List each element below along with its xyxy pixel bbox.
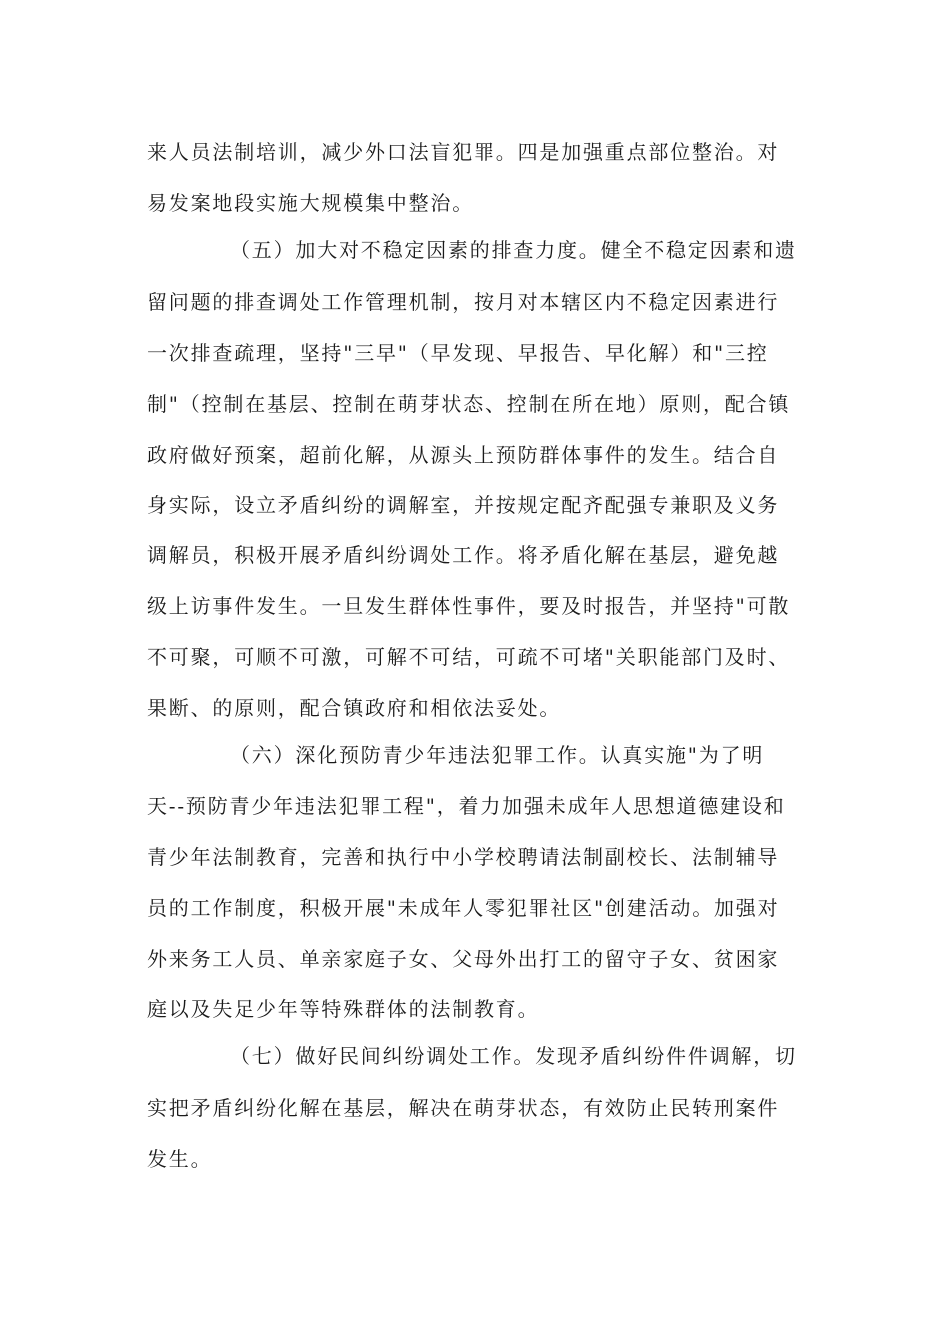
text-line: 青少年法制教育，完善和执行中小学校聘请法制副校长、法制辅导 <box>147 845 780 869</box>
section-heading-line: （六）深化预防青少年违法犯罪工作。认真实施"为了明 <box>230 743 765 767</box>
text-line: 天--预防青少年违法犯罪工程"，着力加强未成年人思想道德建设和 <box>147 794 786 818</box>
text-line: 留问题的排查调处工作管理机制，按月对本辖区内不稳定因素进行 <box>147 290 780 314</box>
text-line: 员的工作制度，积极开展"未成年人零犯罪社区"创建活动。加强对 <box>147 896 780 920</box>
text-line: 发生。 <box>147 1147 213 1171</box>
text-line: 果断、的原则，配合镇政府和相依法妥处。 <box>147 696 562 720</box>
text-line: 身实际，设立矛盾纠纷的调解室，并按规定配齐配强专兼职及义务 <box>147 493 780 517</box>
text-line: 实把矛盾纠纷化解在基层，解决在萌芽状态，有效防止民转刑案件 <box>147 1096 780 1120</box>
text-line: 易发案地段实施大规模集中整治。 <box>147 191 474 215</box>
text-line: 来人员法制培训，减少外口法盲犯罪。四是加强重点部位整治。对 <box>147 140 780 164</box>
text-line: 政府做好预案，超前化解，从源头上预防群体事件的发生。结合自 <box>147 443 780 467</box>
text-line: 一次排查疏理，坚持"三早"（早发现、早报告、早化解）和"三控 <box>147 341 769 365</box>
text-line: 调解员，积极开展矛盾纠纷调处工作。将矛盾化解在基层，避免越 <box>147 543 780 567</box>
text-line: 庭以及失足少年等特殊群体的法制教育。 <box>147 997 540 1021</box>
text-line: 级上访事件发生。一旦发生群体性事件，要及时报告，并坚持"可散 <box>147 594 791 618</box>
section-heading-line: （七）做好民间纠纷调处工作。发现矛盾纠纷件件调解，切 <box>230 1044 797 1068</box>
text-line: 制"（控制在基层、控制在萌芽状态、控制在所在地）原则，配合镇 <box>147 392 791 416</box>
section-heading-line: （五）加大对不稳定因素的排查力度。健全不稳定因素和遗 <box>230 238 797 262</box>
text-line: 外来务工人员、单亲家庭子女、父母外出打工的留守子女、贫困家 <box>147 947 780 971</box>
text-line: 不可聚，可顺不可激，可解不可结，可疏不可堵"关职能部门及时、 <box>147 645 791 669</box>
